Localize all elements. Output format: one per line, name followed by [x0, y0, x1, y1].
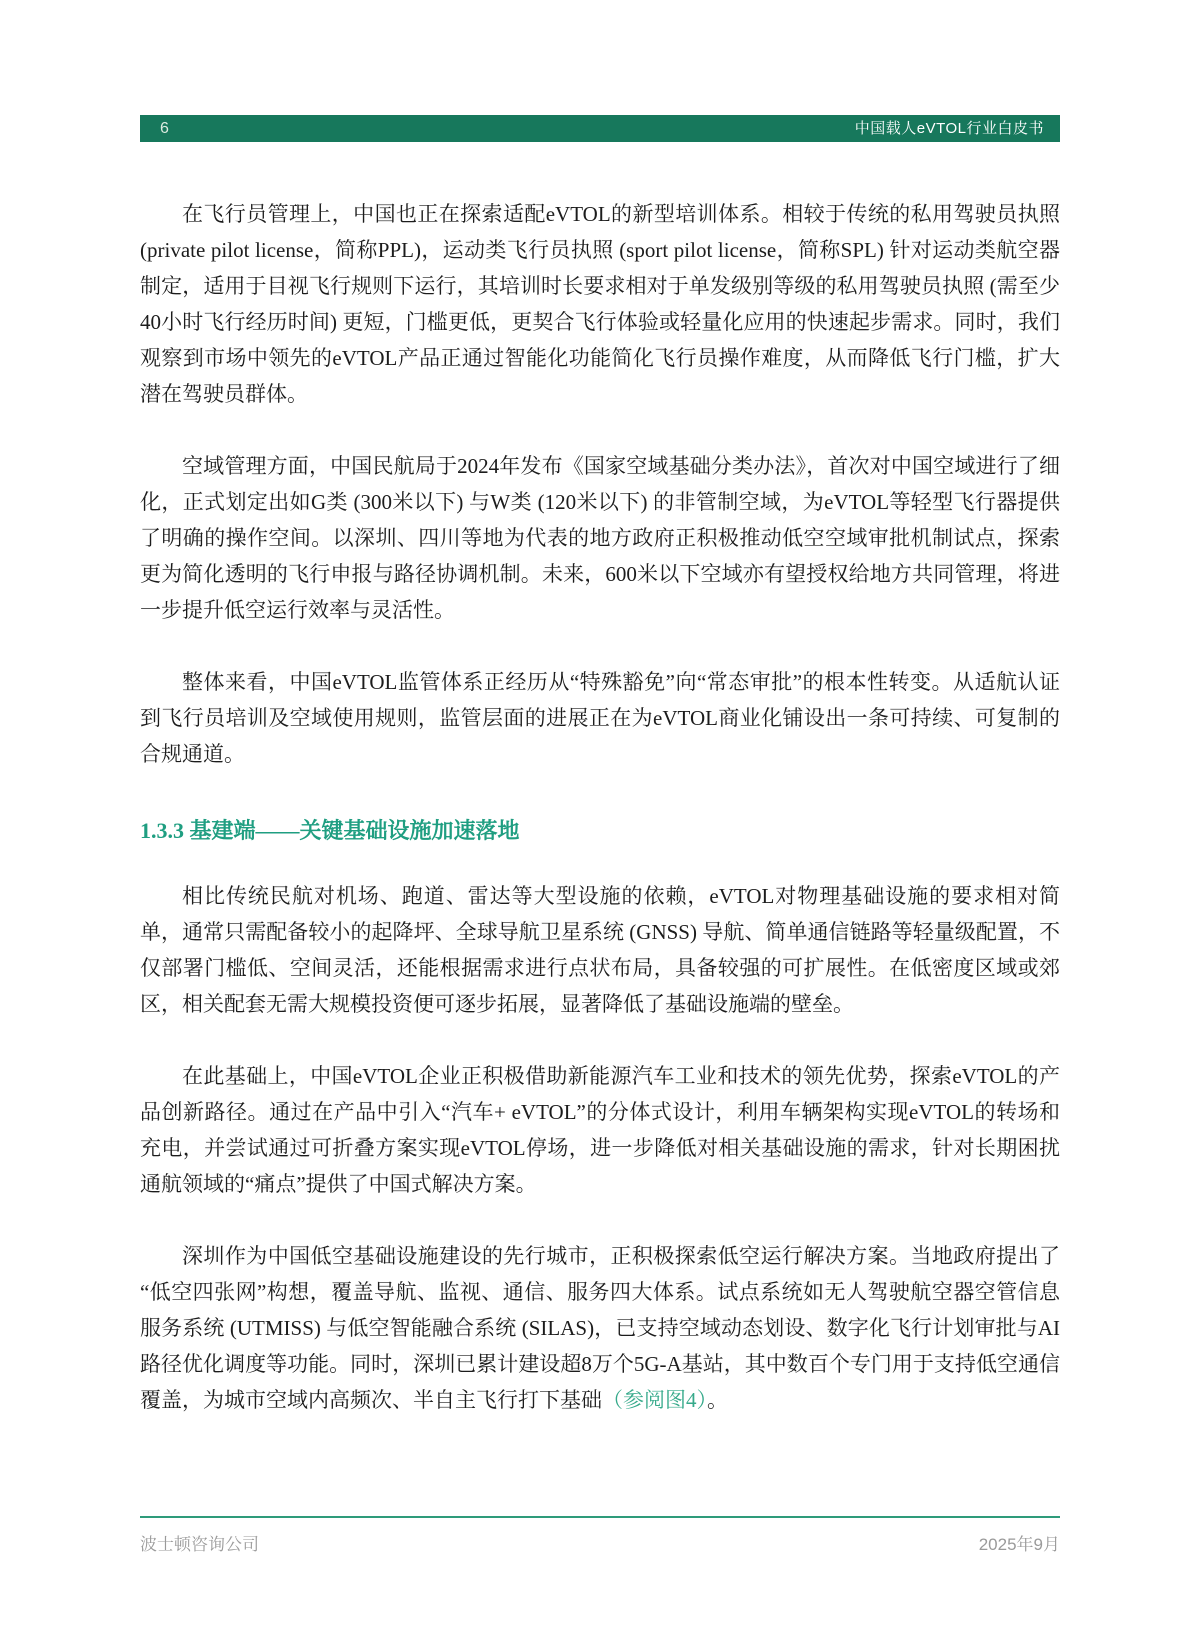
footer-date: 2025年9月 — [978, 1535, 1060, 1554]
paragraph-shenzhen-period: 。 — [707, 1388, 728, 1412]
paragraph-shenzhen-text: 深圳作为中国低空基础设施建设的先行城市，正积极探索低空运行解决方案。当地政府提出了“低空四张网”构想，覆盖导航、监视、通信、服务四大体系。试点系统如无人驾驶航空器空管信息服务系统 (UTMISS) 与低空智能融合系统 (SILAS)，已支持空域动态划设、数字化飞行计划审批与AI路径优化调度等功能。同时，深圳已累计建设超8万个5G-A基站，其中数百个专门用于支持低空通信覆盖，为城市空域内高频次、半自主飞行打下基础 — [140, 1244, 1060, 1412]
page-header-bar — [140, 115, 1060, 142]
footer-company-name: 波士顿咨询公司 — [140, 1535, 259, 1554]
document-title: 中国载人eVTOL行业白皮书 — [854, 120, 1044, 137]
paragraph-infrastructure-requirements: 相比传统民航对机场、跑道、雷达等大型设施的依赖，eVTOL对物理基础设施的要求相对简单，通常只需配备较小的起降坪、全球导航卫星系统 (GNSS) 导航、简单通信链路等轻量级配置，不仅部署门槛低、空间灵活，还能根据需求进行点状布局，具备较强的可扩展性。在低密度区域或郊区，相关配套无需大规模投资便可逐步拓展，显著降低了基础设施端的壁垒。 — [140, 884, 1060, 1016]
paragraph-regulatory-transition: 整体来看，中国eVTOL监管体系正经历从“特殊豁免”向“常态审批”的根本性转变。从适航认证到飞行员培训及空域使用规则，监管层面的进展正在为eVTOL商业化铺设出一条可持续、可复制的合规通道。 — [140, 670, 1060, 766]
paragraph-airspace-management: 空域管理方面，中国民航局于2024年发布《国家空域基础分类办法》，首次对中国空域进行了细化，正式划定出如G类 (300米以下) 与W类 (120米以下) 的非管制空域，为eVTOL等轻型飞行器提供了明确的操作空间。以深圳、四川等地为代表的地方政府正积极推动低空空域审批机制试点，探索更为简化透明的飞行申报与路径协调机制。未来，600米以下空域亦有望授权给地方共同管理，将进一步提升低空运行效率与灵活性。 — [140, 454, 1060, 622]
paragraph-ev-industry-synergy: 在此基础上，中国eVTOL企业正积极借助新能源汽车工业和技术的领先优势，探索eVTOL的产品创新路径。通过在产品中引入“汽车+ eVTOL”的分体式设计，利用车辆架构实现eVTOL的转场和充电，并尝试通过可折叠方案实现eVTOL停场，进一步降低对相关基础设施的需求，针对长期困扰通航领域的“痛点”提供了中国式解决方案。 — [140, 1064, 1060, 1196]
paragraph-shenzhen-infrastructure — [140, 1238, 1060, 1418]
figure-4-reference-link[interactable]: （参阅图4） — [602, 1388, 707, 1412]
page-number: 6 — [160, 119, 169, 137]
paragraph-pilot-management: 在飞行员管理上，中国也正在探索适配eVTOL的新型培训体系。相较于传统的私用驾驶员执照 (private pilot license，简称PPL)，运动类飞行员执照 (sport pilot license，简称SPL) 针对运动类航空器制定，适用于目视飞行规则下运行，其培训时长要求相对于单发级别等级的私用驾驶员执照 (需至少40小时飞行经历时间) 更短，门槛更低，更契合飞行体验或轻量化应用的快速起步需求。同时，我们观察到市场中领先的eVTOL产品正通过智能化功能简化飞行员操作难度，从而降低飞行门槛，扩大潜在驾驶员群体。 — [140, 202, 1060, 406]
page-footer — [140, 1516, 1060, 1555]
page-content — [140, 142, 1060, 1418]
section-heading-infrastructure: 1.3.3 基建端——关键基础设施加速落地 — [140, 818, 520, 843]
